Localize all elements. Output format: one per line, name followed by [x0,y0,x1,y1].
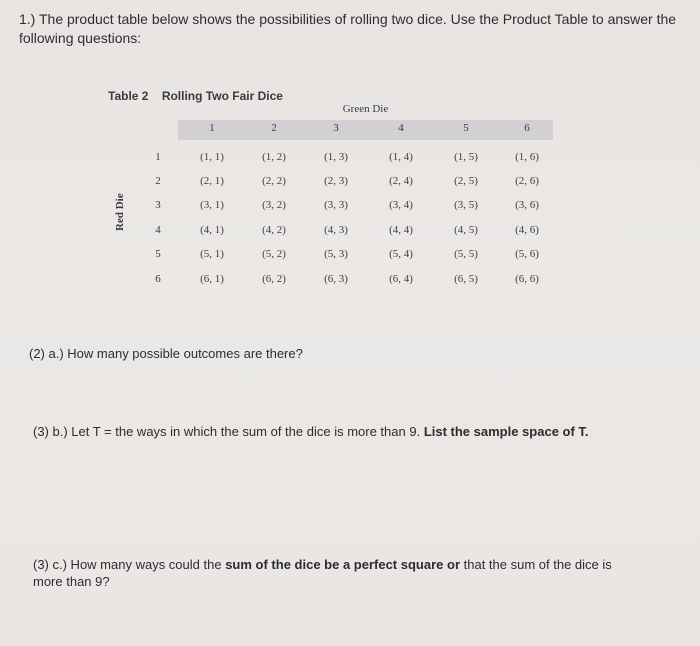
question-3b [33,423,673,440]
table-cell: (3, 3) [324,199,348,211]
table-cell: (3, 6) [515,199,539,211]
table-cell: (4, 3) [324,224,348,236]
question-3c [33,556,643,590]
table-cell: (2, 2) [262,175,286,187]
table-cell: (1, 6) [515,151,539,163]
table-cell: (6, 6) [515,273,539,285]
table-cell: (6, 3) [324,273,348,285]
table-cell: (2, 6) [515,175,539,187]
table-cell: (1, 2) [262,151,286,163]
table-cell: (5, 4) [389,248,413,260]
question-3b-text: (3) b.) Let T = the ways in which the sum of the dice is more than 9. [33,424,421,439]
row-header-4: 4 [155,224,161,236]
column-header-4: 4 [398,122,404,134]
row-header-5: 5 [155,248,161,260]
row-header-3: 3 [155,199,161,211]
table-cell: (1, 1) [200,151,224,163]
table-cell: (3, 1) [200,199,224,211]
table-cell: (5, 3) [324,248,348,260]
table-cell: (4, 1) [200,224,224,236]
question-3c-text-start: (3) c.) How many ways could the [33,557,222,572]
table-cell: (5, 1) [200,248,224,260]
table-cell: (1, 4) [389,151,413,163]
table-cell: (3, 4) [389,199,413,211]
table-cell: (5, 5) [454,248,478,260]
table-cell: (2, 3) [324,175,348,187]
question-3c-emphasis-1: sum of the dice be a perfect square [225,557,444,572]
red-die-label: Red Die [114,193,126,231]
column-header-2: 2 [271,122,277,134]
table-cell: (1, 3) [324,151,348,163]
table-cell: (6, 5) [454,273,478,285]
table-cell: (2, 5) [454,175,478,187]
column-header-3: 3 [333,122,339,134]
question-3c-text-end: that the sum of the dice is more than 9? [33,557,612,589]
green-die-label: Green Die [342,103,389,115]
table-cell: (1, 5) [454,151,478,163]
table-cell: (2, 1) [200,175,224,187]
column-header-1: 1 [209,122,215,134]
column-header-6: 6 [524,122,530,134]
table-name: Rolling Two Fair Dice [161,89,283,103]
column-header-band [178,120,553,140]
table-cell: (4, 2) [262,224,286,236]
table-number: Table 2 [108,89,149,103]
row-header-6: 6 [155,273,161,285]
table-cell: (4, 4) [389,224,413,236]
question-3c-emphasis-2: or [447,557,461,572]
table-cell: (3, 5) [454,199,478,211]
row-header-2: 2 [155,175,161,187]
table-cell: (5, 2) [262,248,286,260]
row-header-1: 1 [155,151,161,163]
table-cell: (6, 2) [262,273,286,285]
table-cell: (6, 4) [389,273,413,285]
table-cell: (5, 6) [515,248,539,260]
question-3b-instruction: List the sample space of T. [423,424,589,439]
table-title [108,89,283,103]
table-cell: (6, 1) [200,273,224,285]
table-cell: (4, 5) [454,224,478,236]
question-intro: 1.) The product table below shows the possibilities of rolling two dice. Use the Product Table to answer the following questions: [19,11,677,46]
table-cell: (2, 4) [389,175,413,187]
column-header-5: 5 [463,122,469,134]
question-2a: (2) a.) How many possible outcomes are there? [29,346,303,361]
table-cell: (4, 6) [515,224,539,236]
table-cell: (3, 2) [262,199,286,211]
